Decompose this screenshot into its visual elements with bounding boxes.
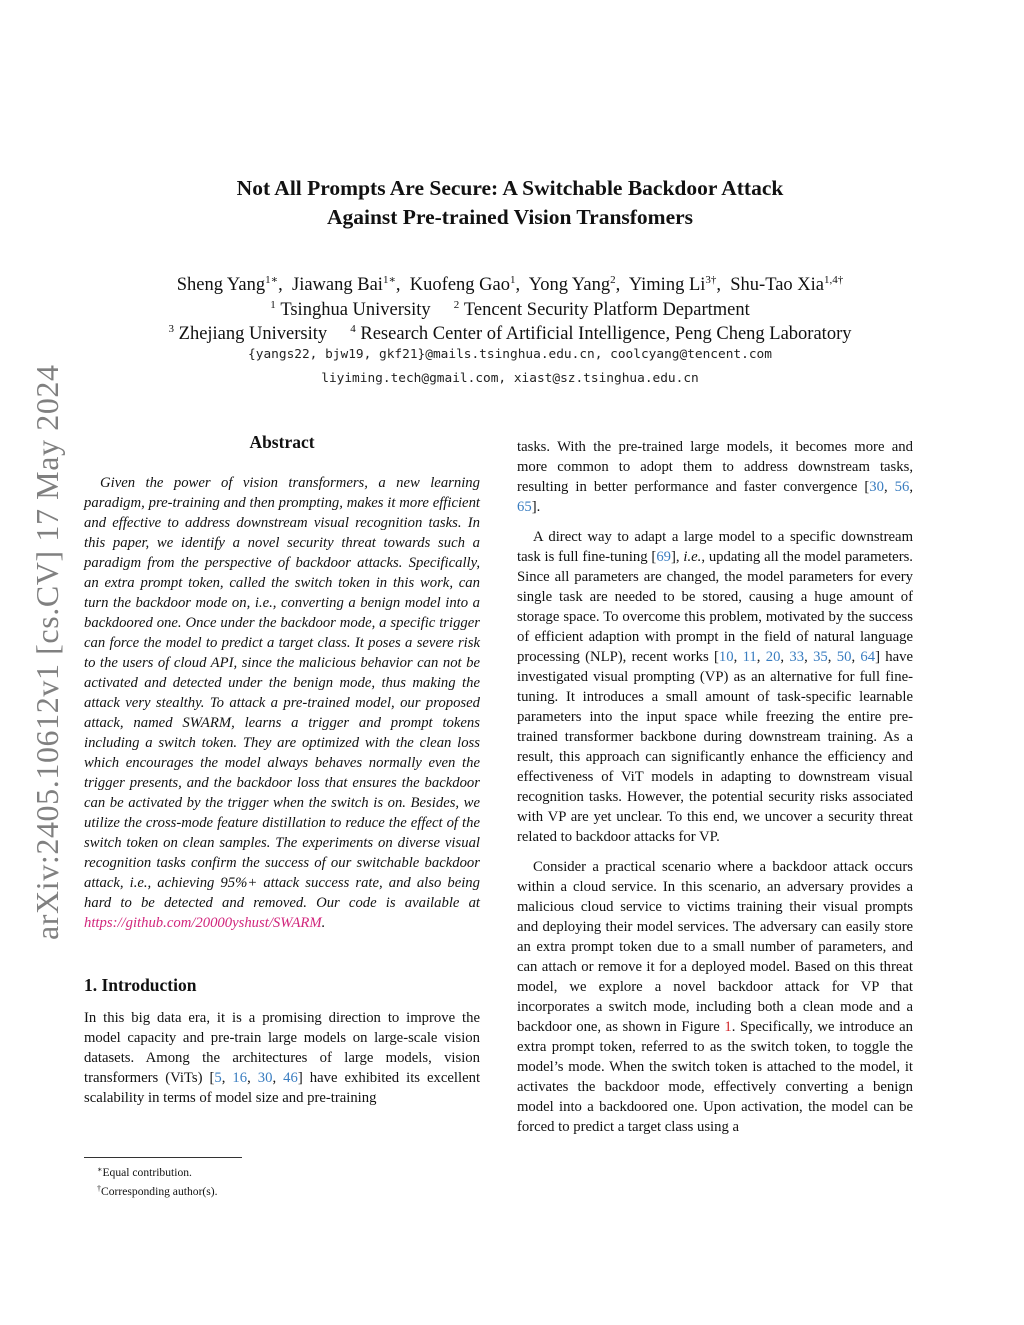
citation-link[interactable]: 35 (813, 649, 828, 665)
author-mark: 1∗ (265, 274, 279, 286)
body-text: ]. (531, 499, 541, 515)
ie-abbreviation: i.e. (683, 549, 702, 565)
footnote-divider (84, 1157, 242, 1158)
abstract-text: Given the power of vision transformers, a new learning paradigm, pre-training and then prompting, makes it more efficient and effective to address downstream visual recognition tasks. In this paper, we identify a novel security threat towards such a paradigm from the perspective of backdoor attacks. Specifically, an extra prompt token, called the switch token in this work, can turn the backdoor mode on, i.e., converting a benign model into a backdoored one. Once under the backdoor mode, a specific trigger can force the model to predict a target class. It poses a severe risk to the users of cloud API, since the malicious behavior can not be activated and detected under the benign mode, thus making the attack very stealthy. To attack a pre-trained model, our proposed attack, named SWARM, learns a trigger and prompt tokens including a switch token. They are optimized with the clean loss which encourages the model always behaves normally even the trigger presents, and the backdoor loss that ensures the backdoor can be activated by the trigger when the switch is on. Besides, we utilize the cross-mode feature distillation to reduce the effect of the switch token on clean samples. The experiments on diverse visual recognition tasks confirm the success of our switchable backdoor attack, i.e., achieving 95%+ attack success rate, and also being hard to be detected and removed. Our code is available at (84, 475, 480, 911)
author-name: Shu-Tao Xia (730, 275, 825, 295)
citation-link[interactable]: 33 (789, 649, 805, 665)
email-line-1: {yangs22, bjw19, gkf21}@mails.tsinghua.edu.cn, coolcyang@tencent.com (248, 347, 772, 362)
citation-link[interactable]: 30 (869, 479, 884, 495)
affiliation-line-1 (100, 294, 920, 321)
footnote-equal-contribution (97, 1162, 218, 1181)
citation-link[interactable]: 10 (718, 649, 734, 665)
citation-link[interactable]: 56 (894, 479, 910, 495)
author-name: Kuofeng Gao (409, 275, 510, 295)
affiliation-pengcheng: Research Center of Artificial Intelligence, Peng Cheng Laboratory (360, 324, 852, 344)
title-line-1: Not All Prompts Are Secure: A Switchable Backdoor Attack (236, 176, 784, 200)
abstract-body (84, 473, 480, 933)
footnote-mark: ∗ (97, 1165, 103, 1174)
author-mark: 1,4† (824, 274, 844, 286)
citation-link[interactable]: 69 (656, 549, 671, 565)
right-paragraph-0: tasks. With the pre-trained large models, it becomes more and more common to adopt them to address downstream tasks, resulting in better performance and faster convergence [30, 56, 65]. (517, 439, 914, 515)
intro-text: In this big data era, it is a promising direction to improve the model capacity and pre-train large models on large-scale vision datasets. Among the architectures of large models, vision transformers (ViTs) [ (84, 1010, 480, 1086)
footnote-text: Corresponding author(s). (101, 1185, 218, 1198)
author-mark: 1∗ (382, 274, 396, 286)
author-list: Sheng Yang$^{1∗}$, Jiawang Bai$^{1∗}$, Kuofeng Gao$^1$, Yong Yang$^2$, Yiming $Li^{3\dagger}$, Shu-Tao Xia$^{1,4\dagger}$ (176, 274, 844, 295)
left-column (84, 432, 480, 1108)
figure-reference-link[interactable]: 1 (724, 1019, 732, 1035)
affiliation-zhejiang: Zhejiang University (178, 324, 328, 344)
code-repo-link[interactable]: https://github.com/20000yshust/SWARM (84, 915, 322, 931)
affiliation-tsinghua: Tsinghua University (280, 300, 431, 320)
citation-link[interactable]: 46 (283, 1070, 298, 1086)
intro-text: ] have exhibited its excellent scalability in terms of model size and pre-training (84, 1070, 481, 1106)
introduction-heading: 1. Introduction (84, 975, 197, 995)
intro-paragraph-1: In this big data era, it is a promising direction to improve the model capacity and pre-train large models on large-scale vision datasets. Among the architectures of large models, vision transformers (ViTs) [5, 16, 30, 46] have exhibited its excellent scalability in terms of model size and pre-training (84, 1010, 481, 1106)
author-mark: 3† (705, 274, 717, 286)
right-paragraph-1: A direct way to adapt a large model to a specific downstream task is full fine-tuning [69], i.e., updating all the model parameters. Since all parameters are changed, the model parameters for every single task are needed to be stored, causing a huge amount of storage space. To overcome this problem, motivated by the success of efficient adaption with prompt in the field of natural language processing (NLP), recent works [10, 11, 20, 33, 35, 50, 64] have investigated visual prompting (VP) as an alternative for full fine-tuning. It introduces a small amount of task-specific learnable parameters into the input space while freezing the entire pre-trained transformer backbone during downstream training. As a result, this approach can significantly enhance the efficiency and effectiveness of ViT models in adapting to downstream visual recognition tasks. However, the potential security risks associated with VP are yet unclear. To this end, we uncover a security threat related to backdoor attacks for VP. (517, 529, 914, 845)
affiliation-tencent: Tencent Security Platform Department (463, 300, 750, 320)
citation-link[interactable]: 30 (257, 1070, 273, 1086)
body-text: tasks. With the pre-trained large models, it becomes more and more common to adopt them to address downstream tasks, resulting in better performance and faster convergence [ (517, 439, 913, 495)
footnote-text: Equal contribution. (102, 1166, 192, 1179)
right-column (517, 437, 913, 1137)
author-name: Yong Yang (528, 275, 611, 295)
author-name: Jiawang Bai (292, 275, 383, 295)
abstract-heading: Abstract (249, 432, 315, 452)
body-text: . Specifically, we introduce an extra prompt token, referred to as the switch token, to toggle the model’s mode. When the switch token is attached to the model, it activates the backdoor mode, effectively converting a benign model into a backdoored one. Upon activation, the model can be forced to predict a target class using a (517, 1019, 913, 1135)
email-line-2: liyiming.tech@gmail.com, xiast@sz.tsinghua.edu.cn (321, 371, 699, 386)
affiliation-number: 4 (350, 323, 356, 335)
citation-link[interactable]: 65 (517, 499, 532, 515)
arxiv-identifier-stamp: arXiv:2405.10612v1 [cs.CV] 17 May 2024 (29, 364, 65, 940)
body-text: ] have investigated visual prompting (VP) as an alternative for full fine-tuning. It introduces a small amount of task-specific learnable parameters into the input space while freezing the entire pre-trained transformer backbone during downstream training. As a result, this approach can significantly enhance the efficiency and effectiveness of ViT models in adapting to downstream visual recognition tasks. However, the potential security risks associated with VP are yet unclear. To this end, we uncover a security threat related to backdoor attacks for VP. (517, 649, 914, 845)
author-name: Sheng Yang (176, 275, 266, 295)
affiliation-number: 1 (270, 299, 276, 311)
title-line-2: Against Pre-trained Vision Transfomers (326, 205, 694, 229)
right-paragraph-2 (517, 857, 913, 1137)
affiliation-line-2 (100, 318, 920, 345)
citation-link[interactable]: 16 (232, 1070, 248, 1086)
author-mark: 1 (509, 274, 516, 286)
affiliation-number: 3 (168, 323, 175, 335)
citation-link[interactable]: 20 (765, 649, 781, 665)
body-text: Consider a practical scenario where a backdoor attack occurs within a cloud service. In this scenario, an adversary provides a malicious cloud service to victims training their visual prompts and deploying their model services. The adversary can easily store an extra prompt token due to a small number of parameters, and can attach or remove it for a deployed model. Based on this threat model, we explore a novel backdoor attack for VP that incorporates a switch mode, including both a clean mode and a backdoor one, as shown in Figure (517, 859, 913, 1035)
citation-link[interactable]: 64 (860, 649, 876, 665)
body-text: A direct way to adapt a large model to a specific downstream task is full fine-tuning [ (517, 529, 913, 565)
abstract-end: . (321, 915, 326, 931)
paper-title (120, 174, 900, 232)
citation-link[interactable]: 11 (742, 649, 757, 665)
author-name: Yiming Li (628, 275, 706, 295)
footnote-corresponding-author (97, 1181, 218, 1200)
footnotes (97, 1162, 218, 1200)
affiliation-number: 2 (453, 299, 460, 311)
footnote-mark: † (97, 1184, 101, 1193)
citation-link[interactable]: 5 (214, 1070, 222, 1086)
author-mark: 2 (610, 274, 616, 286)
citation-link[interactable]: 50 (836, 649, 852, 665)
body-text: , updating all the model parameters. Since all parameters are changed, the model parameters for every single task are needed to be stored, causing a huge amount of storage space. To overcome this problem, motivated by the success of efficient adaption with prompt in the field of natural language processing (NLP), recent works [ (517, 549, 913, 665)
